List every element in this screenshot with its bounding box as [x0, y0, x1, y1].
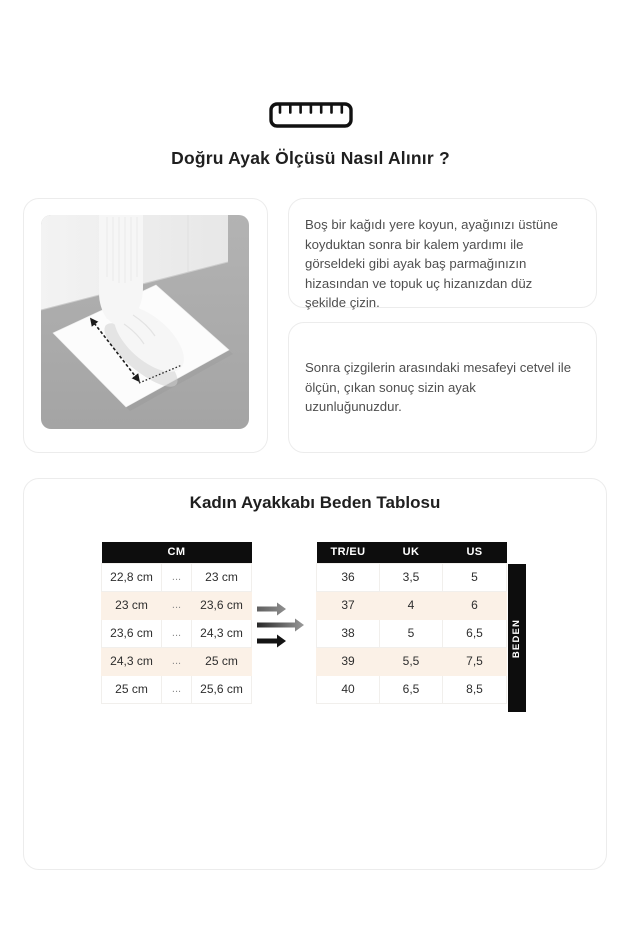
table-cell: 25 cm — [102, 675, 162, 703]
table-cell: 8,5 — [443, 675, 507, 703]
range-separator: ... — [162, 591, 192, 619]
table-cell: 23,6 cm — [192, 591, 252, 619]
instruction-step-2: Sonra çizgilerin arasındaki mesafeyi cetvel ile ölçün, çıkan sonuç sizin ayak uzunluğunuzdur. — [305, 360, 572, 415]
table-cell: 6,5 — [443, 619, 507, 647]
range-separator: ... — [162, 619, 192, 647]
table-cell: 24,3 cm — [192, 619, 252, 647]
table-cell: 23 cm — [102, 591, 162, 619]
table-cell: 24,3 cm — [102, 647, 162, 675]
table-row — [102, 647, 252, 675]
table-cell: 6,5 — [380, 675, 443, 703]
table-cell: 5,5 — [380, 647, 443, 675]
table-cell: 40 — [317, 675, 380, 703]
table-cell: 3,5 — [380, 563, 443, 591]
column-header-uk: UK — [380, 542, 443, 563]
size-table — [316, 542, 507, 704]
photo-card — [23, 198, 268, 453]
arrows-right-icon — [254, 599, 306, 651]
table-cell: 5 — [443, 563, 507, 591]
table-row — [102, 591, 252, 619]
column-header-us: US — [443, 542, 507, 563]
beden-label-text: BEDEN — [511, 618, 523, 658]
range-separator: ... — [162, 563, 192, 591]
instruction-step-1: Boş bir kağıdı yere koyun, ayağınızı üstüne koyduktan sonra bir kalem yardımı ile görseldeki gibi ayak baş parmağınızın hizasından ve topuk uç hizanızdan düz şekilde çizin. — [305, 217, 558, 311]
column-header-treu: TR/EU — [317, 542, 380, 563]
table-row — [317, 619, 507, 647]
table-cell: 22,8 cm — [102, 563, 162, 591]
howto-title: Doğru Ayak Ölçüsü Nasıl Alınır ? — [171, 148, 450, 168]
cm-table — [101, 542, 252, 704]
table-row — [102, 563, 252, 591]
instruction-card-1 — [288, 198, 597, 311]
table-row — [102, 619, 252, 647]
size-guide-card — [23, 478, 607, 870]
table-cell: 25,6 cm — [192, 675, 252, 703]
table-cell: 36 — [317, 563, 380, 591]
table-row — [317, 591, 507, 619]
table-row — [317, 563, 507, 591]
table-cell: 37 — [317, 591, 380, 619]
table-cell: 23 cm — [192, 563, 252, 591]
table-cell: 23,6 cm — [102, 619, 162, 647]
foot-measuring-photo — [41, 215, 249, 429]
size-guide-title: Kadın Ayakkabı Beden Tablosu — [189, 493, 441, 512]
table-row — [317, 675, 507, 703]
cm-table-header: CM — [102, 542, 252, 563]
size-table-header-row — [317, 542, 507, 563]
table-cell: 25 cm — [192, 647, 252, 675]
table-row — [317, 647, 507, 675]
table-cell: 7,5 — [443, 647, 507, 675]
table-cell: 38 — [317, 619, 380, 647]
table-row — [102, 675, 252, 703]
ruler-icon — [0, 102, 621, 128]
beden-side-label — [508, 564, 526, 712]
table-cell: 5 — [380, 619, 443, 647]
instruction-card-2 — [288, 322, 597, 453]
range-separator: ... — [162, 647, 192, 675]
table-cell: 4 — [380, 591, 443, 619]
table-cell: 6 — [443, 591, 507, 619]
table-cell: 39 — [317, 647, 380, 675]
range-separator: ... — [162, 675, 192, 703]
